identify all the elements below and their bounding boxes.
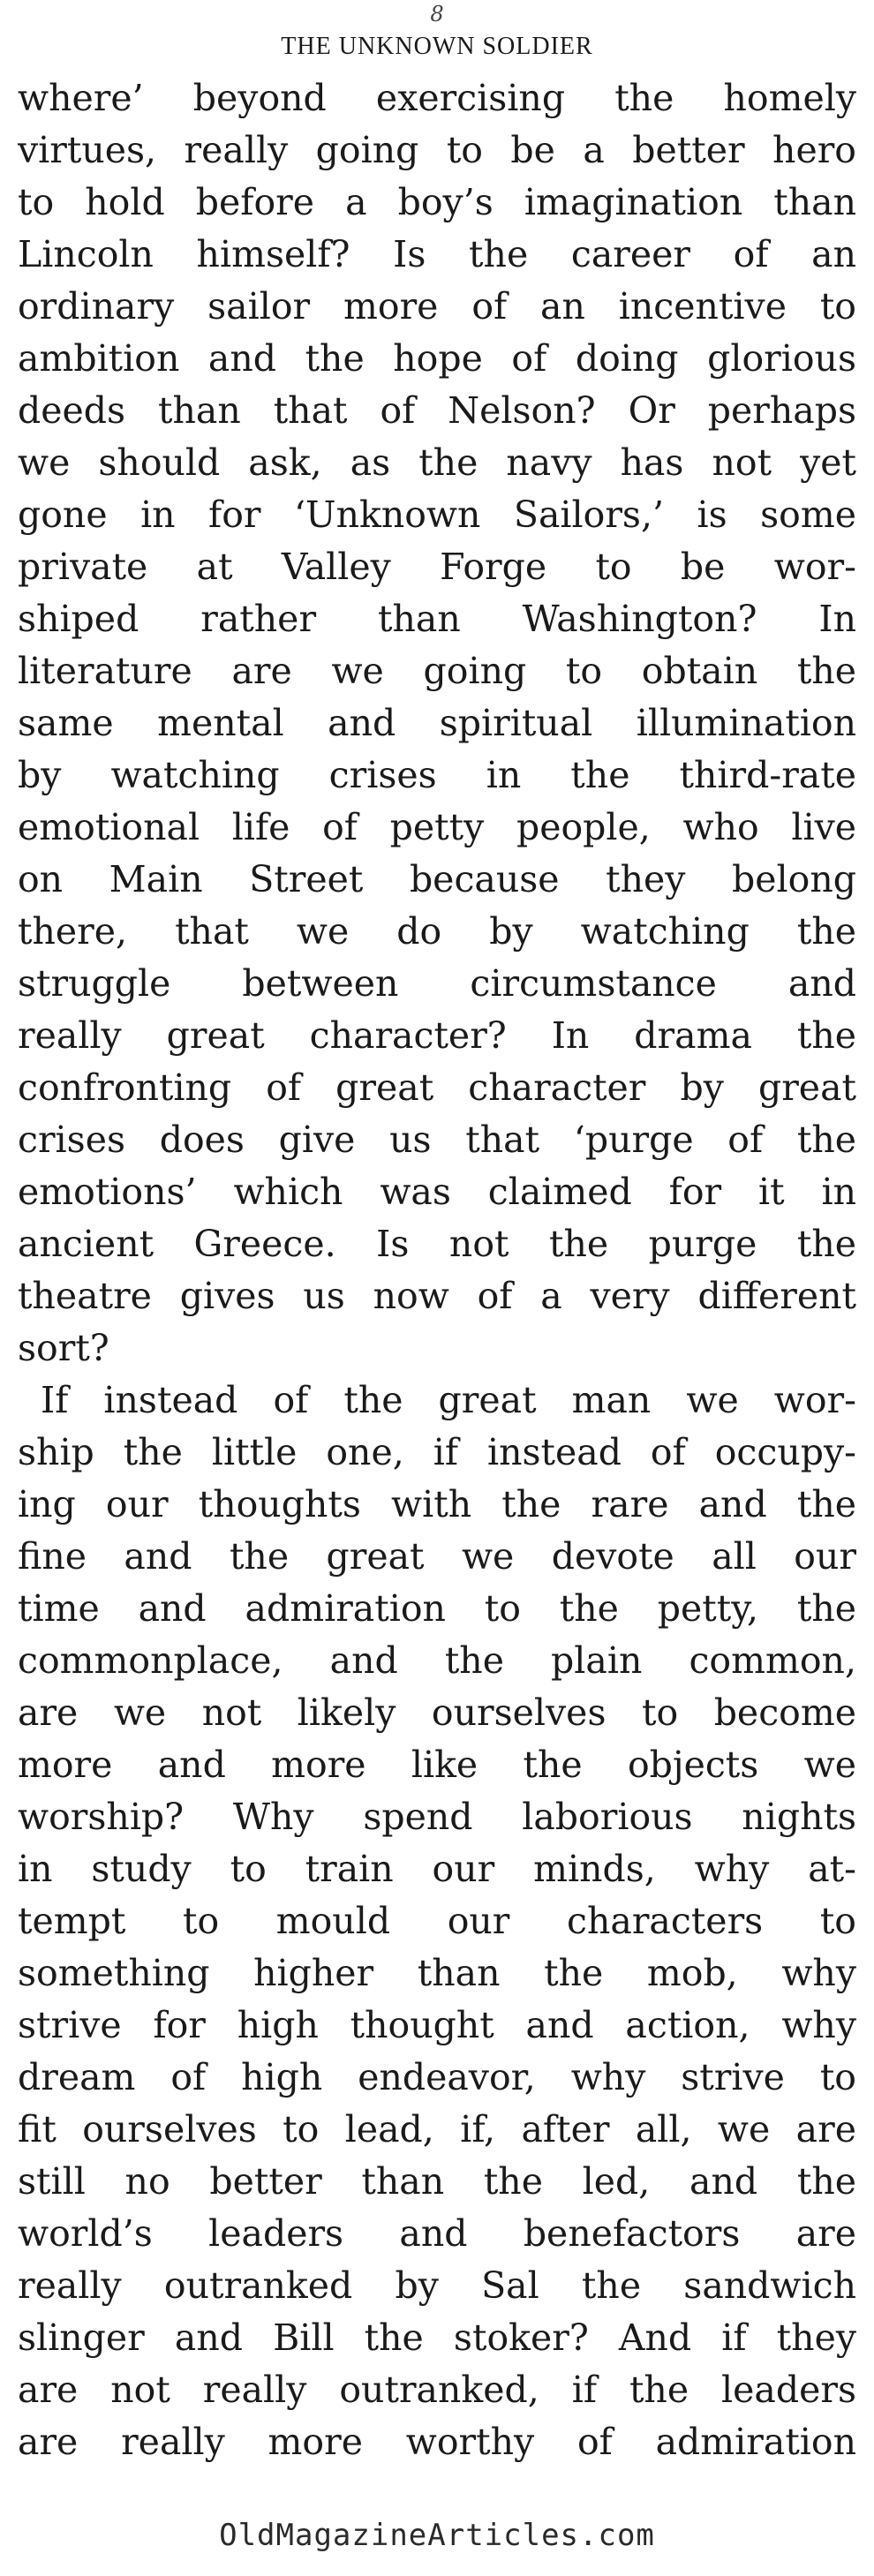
text-line: sort? — [18, 1327, 109, 1369]
text-line: still no better than the led, and the — [18, 2160, 856, 2203]
text-line: fine and the great we devote all our — [18, 1535, 856, 1578]
text-line: ing our thoughts with the rare and the — [18, 1483, 856, 1525]
paragraph — [18, 72, 856, 1375]
text-line: confronting of great character by great — [18, 1066, 856, 1109]
text-line: by watching crises in the third-rate — [18, 754, 856, 796]
text-line: more and more like the objects we — [18, 1744, 856, 1786]
text-line: really outranked by Sal the sandwich — [18, 2264, 856, 2307]
text-line: we should ask, as the navy has not yet — [18, 441, 856, 484]
text-line: Lincoln himself? Is the career of an — [18, 233, 856, 275]
text-line: crises does give us that ‘purge of the — [18, 1119, 856, 1161]
text-line: gone in for ‘Unknown Sailors,’ is some — [18, 493, 856, 536]
text-line: are we not likely ourselves to become — [18, 1691, 856, 1734]
footer-site-link[interactable]: OldMagazineArticles.com — [219, 2518, 655, 2553]
text-line: world’s leaders and benefactors are — [18, 2212, 856, 2255]
page-number: 8 — [430, 2, 444, 26]
text-line: on Main Street because they belong — [18, 858, 856, 900]
text-line: tempt to mould our characters to — [18, 1900, 856, 1942]
text-line: same mental and spiritual illumination — [18, 702, 856, 744]
text-line: theatre gives us now of a very different — [18, 1275, 856, 1317]
text-line: emotional life of petty people, who live — [18, 806, 856, 848]
text-line: where’ beyond exercising the homely — [18, 77, 856, 119]
article-body — [18, 72, 856, 2468]
running-head: THE UNKNOWN SOLDIER — [281, 33, 593, 60]
text-line: time and admiration to the petty, the — [18, 1587, 856, 1630]
text-line: struggle between circumstance and — [18, 962, 856, 1005]
text-line: emotions’ which was claimed for it in — [18, 1171, 856, 1213]
paragraph — [18, 1375, 856, 2468]
text-line: fit ourselves to lead, if, after all, we are — [18, 2108, 856, 2150]
text-line: dream of high endeavor, why strive to — [18, 2056, 856, 2098]
text-line: to hold before a boy’s imagination than — [18, 181, 856, 223]
text-line: literature are we going to obtain the — [18, 650, 856, 692]
text-line: If instead of the great man we wor- — [41, 1379, 856, 1421]
text-line: there, that we do by watching the — [18, 910, 856, 953]
text-line: ordinary sailor more of an incentive to — [18, 285, 856, 328]
text-line: ship the little one, if instead of occupy- — [18, 1431, 856, 1473]
text-line: in study to train our minds, why at- — [18, 1848, 856, 1890]
text-line: really great character? In drama the — [18, 1014, 856, 1057]
text-line: worship? Why spend laborious nights — [18, 1796, 856, 1838]
text-line: shiped rather than Washington? In — [18, 598, 856, 640]
text-line: ambition and the hope of doing glorious — [18, 337, 856, 380]
text-line: deeds than that of Nelson? Or perhaps — [18, 389, 856, 432]
text-line: ancient Greece. Is not the purge the — [18, 1223, 856, 1265]
text-line: virtues, really going to be a better hero — [18, 129, 856, 171]
text-line: private at Valley Forge to be wor- — [18, 546, 856, 588]
text-line: something higher than the mob, why — [18, 1952, 856, 1994]
text-line: slinger and Bill the stoker? And if they — [18, 2316, 856, 2359]
text-line: are not really outranked, if the leaders — [18, 2369, 856, 2411]
text-line: are really more worthy of admiration — [18, 2421, 856, 2463]
text-line: strive for high thought and action, why — [18, 2004, 856, 2046]
text-line: commonplace, and the plain common, — [18, 1639, 856, 1682]
